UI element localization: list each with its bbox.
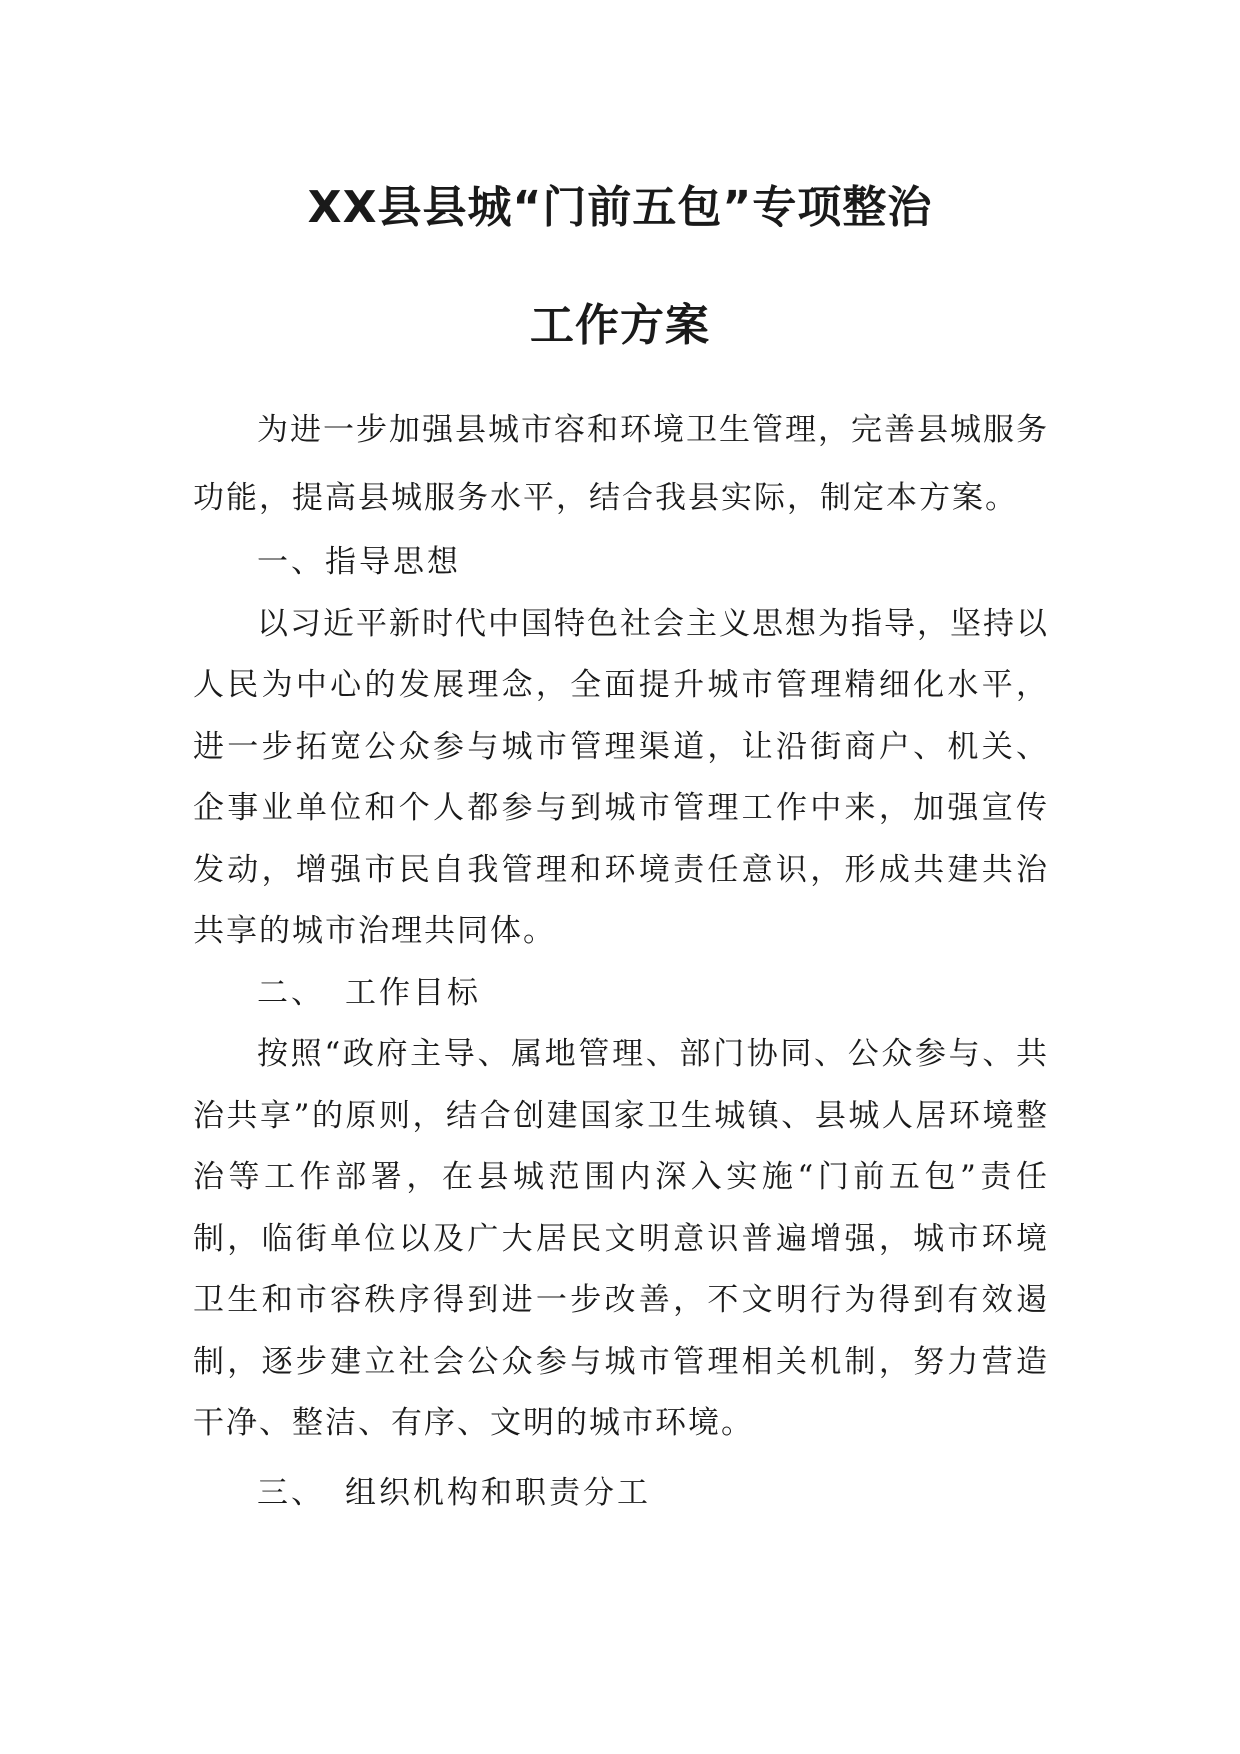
section-3-heading xyxy=(193,1463,1049,1525)
intro-paragraph: 为进一步加强县城市容和环境卫生管理，完善县城服务功能，提高县城服务水平，结合我县实际，制定本方案。 xyxy=(193,412,1049,516)
section-2-heading-text: 工作目标 xyxy=(345,974,481,1011)
section-1-heading: 一、指导思想 xyxy=(257,544,461,580)
section-2-paragraph: 按照“政府主导、属地管理、部门协同、公众参与、共治共享”的原则，结合创建国家卫生城镇、县城人居环境整治等工作部署，在县城范围内深入实施“门前五包”责任制，临街单位以及广大居民文明意识普遍增强，城市环境卫生和市容秩序得到进一步改善，不文明行为得到有效遏制，逐步建立社会公众参与城市管理相关机制，努力营造干净、整洁、有序、文明的城市环境。 xyxy=(193,1036,1049,1441)
section-2-heading xyxy=(193,963,1049,1025)
section-3-heading-text: 组织机构和职责分工 xyxy=(345,1474,651,1511)
section-2-number: 二、 xyxy=(257,974,325,1011)
document-body xyxy=(193,396,1049,1524)
section-1-paragraph: 以习近平新时代中国特色社会主义思想为指导，坚持以人民为中心的发展理念，全面提升城市管理精细化水平，进一步拓宽公众参与城市管理渠道，让沿街商户、机关、企事业单位和个人都参与到城市管理工作中来，加强宣传发动，增强市民自我管理和环境责任意识，形成共建共治共享的城市治理共同体。 xyxy=(193,605,1049,949)
document-title-line-1: XX县县城“门前五包”专项整治 xyxy=(307,182,933,233)
document-title-line-2: 工作方案 xyxy=(530,300,710,351)
section-3-number: 三、 xyxy=(257,1474,325,1511)
